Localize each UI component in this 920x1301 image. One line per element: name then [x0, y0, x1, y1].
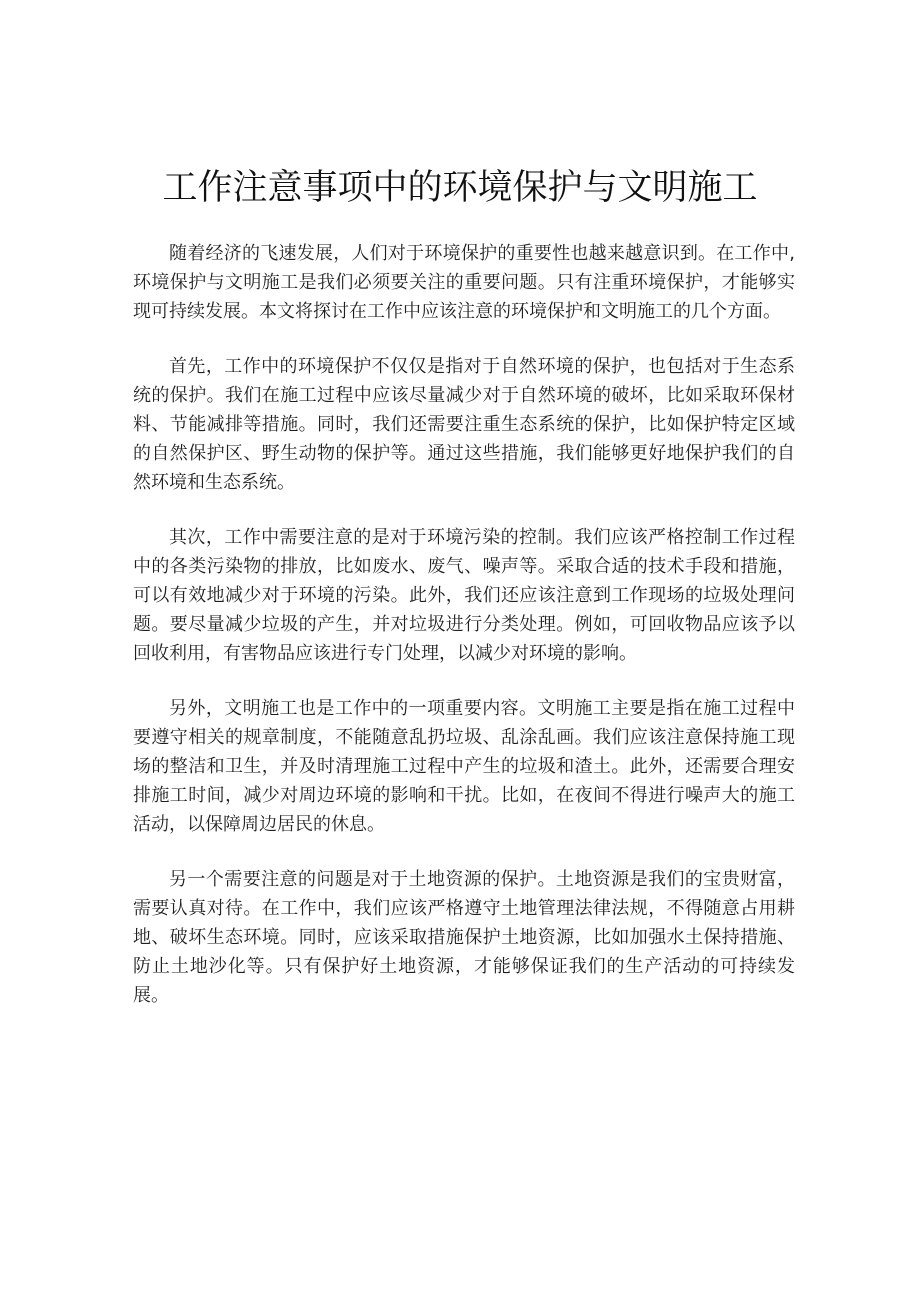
paragraph-land-resources: 另一个需要注意的问题是对于土地资源的保护。土地资源是我们的宝贵财富，需要认真对待。在工作中，我们应该严格遵守土地管理法律法规，不得随意占用耕地、破坏生态环境。同时，应该采取措施保护土地资源，比如加强水土保持措施、防止土地沙化等。只有保护好土地资源，才能够保证我们的生产活动的可持续发展。 [133, 869, 795, 1006]
paragraph-natural-environment: 首先，工作中的环境保护不仅仅是指对于自然环境的保护，也包括对于生态系统的保护。我们在施工过程中应该尽量减少对于自然环境的破坏，比如采取环保材料、节能减排等措施。同时，我们还需要注重生态系统的保护，比如保护特定区域的自然保护区、野生动物的保护等。通过这些措施，我们能够更好地保护我们的自然环境和生态系统。 [133, 356, 795, 493]
paragraph-civilized-construction: 另外，文明施工也是工作中的一项重要内容。文明施工主要是指在施工过程中要遵守相关的规章制度，不能随意乱扔垃圾、乱涂乱画。我们应该注意保持施工现场的整洁和卫生，并及时清理施工过程中产生的垃圾和渣土。此外，还需要合理安排施工时间，减少对周边环境的影响和干扰。比如，在夜间不得进行噪声大的施工活动，以保障周边居民的休息。 [133, 698, 795, 835]
paragraph-intro: 随着经济的飞速发展，人们对于环境保护的重要性也越来越意识到。在工作中,环境保护与文明施工是我们必须要关注的重要问题。只有注重环境保护，才能够实现可持续发展。本文将探讨在工作中应该注意的环境保护和文明施工的几个方面。 [133, 243, 795, 322]
document-body [133, 240, 795, 1037]
paragraph-pollution-control: 其次，工作中需要注意的是对于环境污染的控制。我们应该严格控制工作过程中的各类污染物的排放，比如废水、废气、噪声等。采取合适的技术手段和措施，可以有效地减少对于环境的污染。此外，我们还应该注意到工作现场的垃圾处理问题。要尽量减少垃圾的产生，并对垃圾进行分类处理。例如，可回收物品应该予以回收利用，有害物品应该进行专门处理，以减少对环境的影响。 [133, 527, 795, 664]
document-title: 工作注意事项中的环境保护与文明施工 [162, 168, 758, 208]
